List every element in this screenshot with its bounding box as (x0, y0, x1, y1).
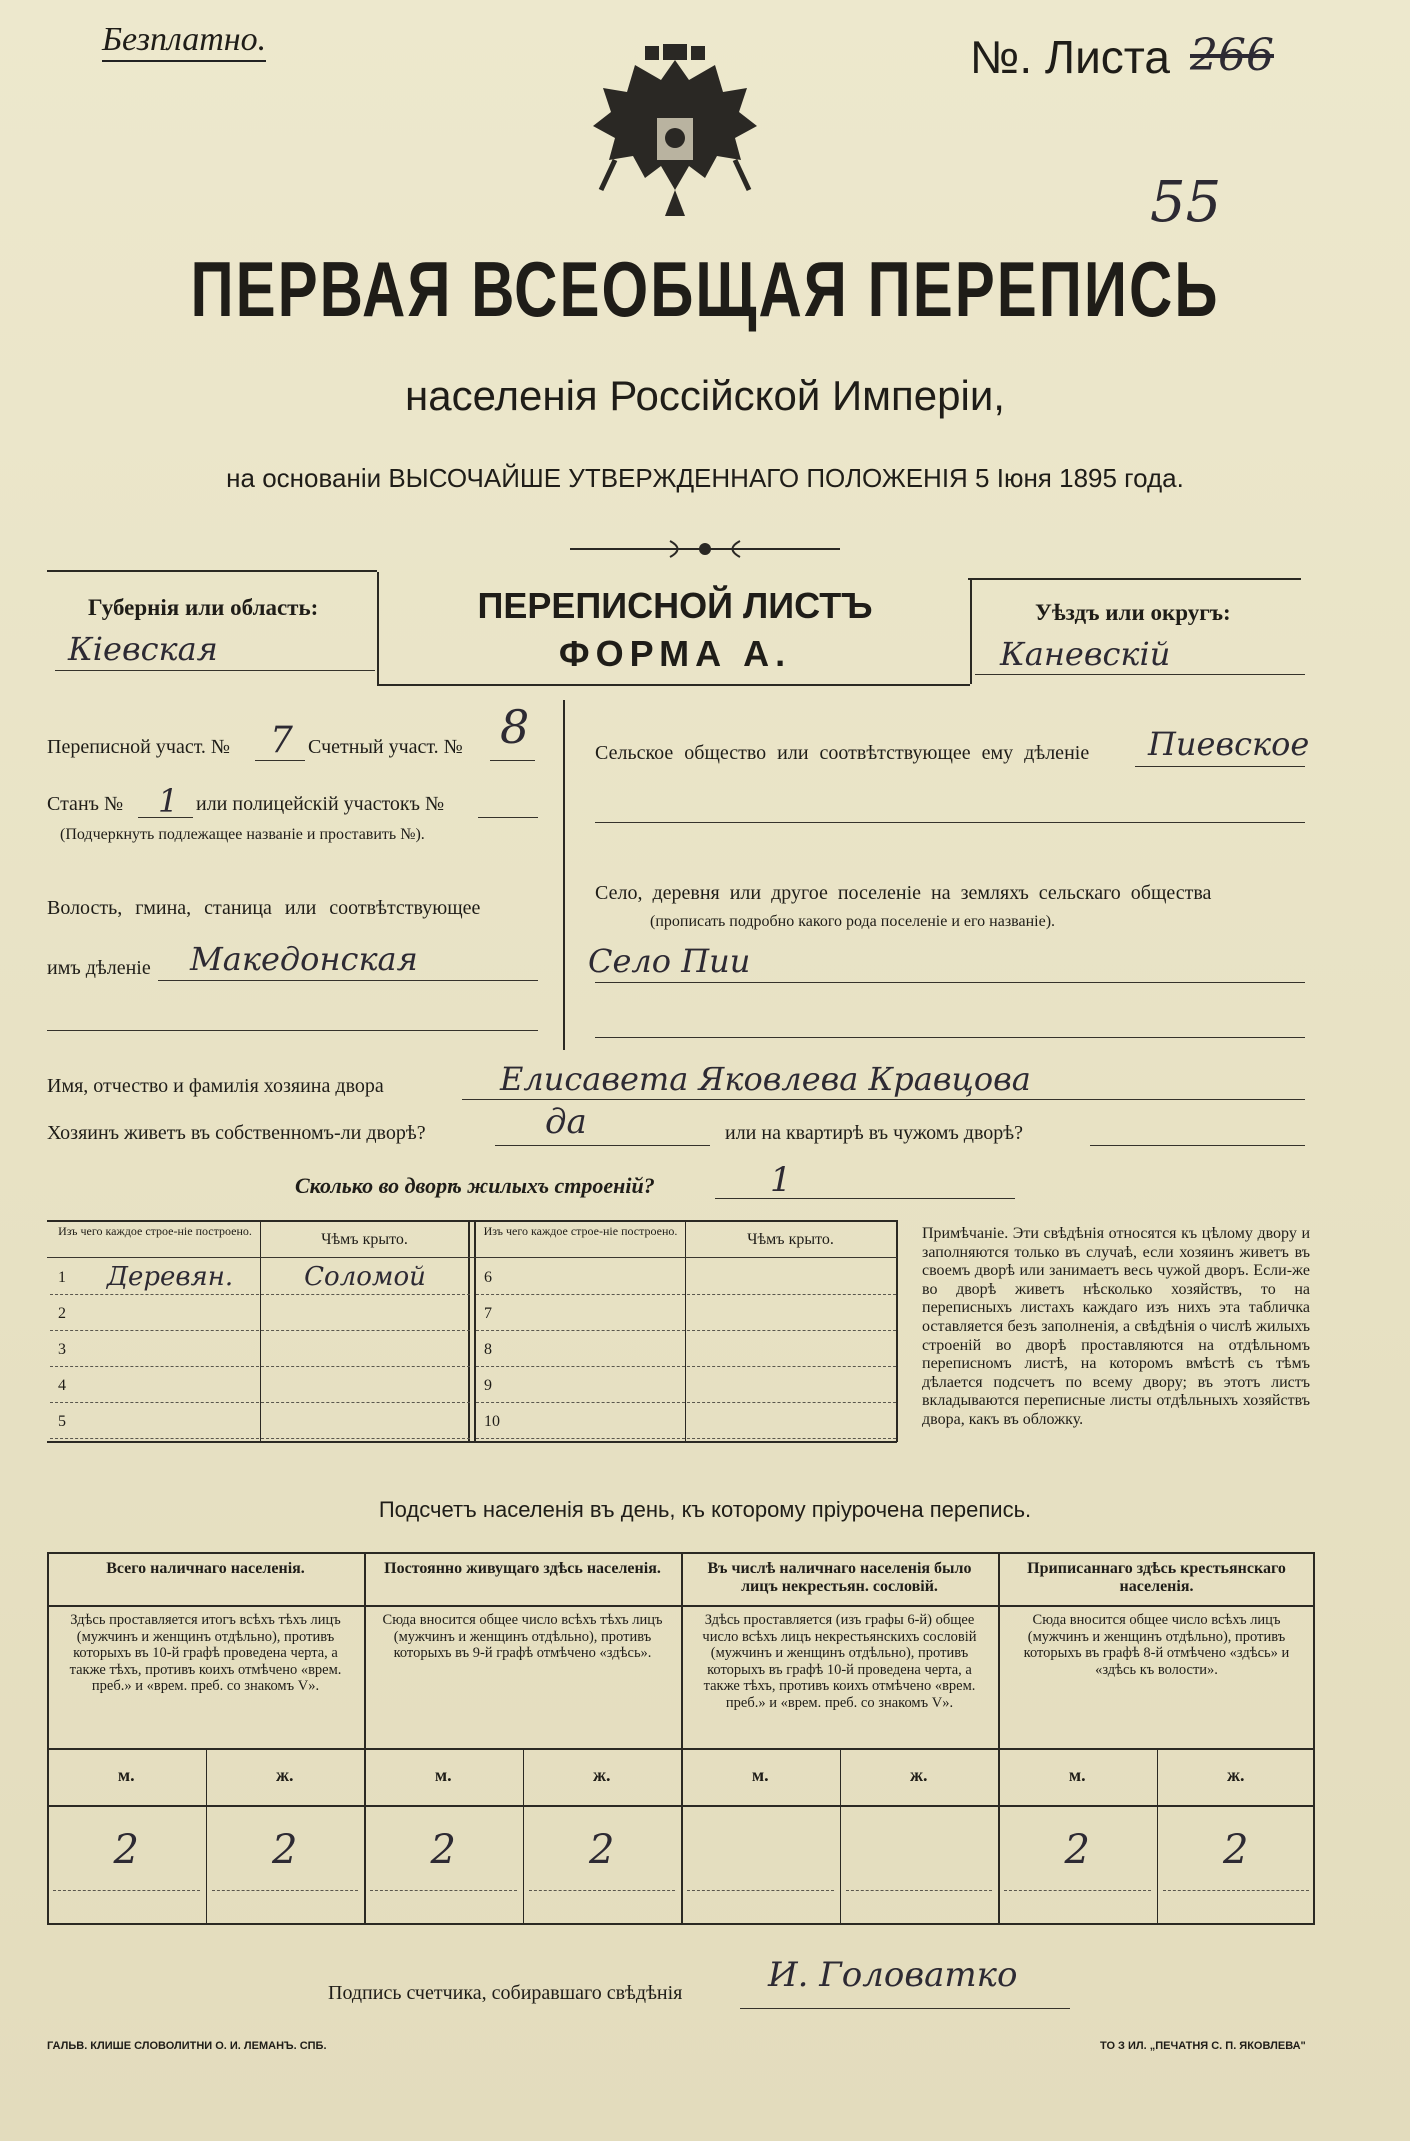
row-rule (476, 1366, 896, 1367)
volost-value: Македонская (190, 940, 418, 978)
census-unit-value: 7 (270, 720, 293, 761)
owner-name-label: Имя, отчество и фамилія хозяина двора (47, 1075, 384, 1097)
volost-label-2: имъ дѣленіе (47, 957, 151, 979)
buildings-count-label: Сколько во дворѣ жилыхъ строеній? (295, 1173, 655, 1198)
count-group-desc: Здѣсь проставляется (изъ графы 6-й) общее число всѣхъ лицъ некрестьянскихъ сословій (мужчинъ и женщинъ отдѣльно), противъ которыхъ въ графѣ 10-й проведена черта, а также тѣхъ, противъ коихъ отмѣчено «врем. преб.» и «врем. преб. со знакомъ V». (702, 1612, 977, 1711)
row-number: 1 (58, 1269, 66, 1286)
row-number: 4 (58, 1377, 66, 1394)
buildings-table-mid-double (468, 1220, 470, 1442)
signature-line (740, 2008, 1070, 2009)
buildings-table-top (47, 1220, 897, 1222)
count-rule (846, 1890, 993, 1891)
village-line-2 (595, 1037, 1305, 1038)
row-roof: Соломой (304, 1262, 426, 1292)
col-roof-header-right: Чѣмъ крыто. (747, 1231, 834, 1248)
footer-right: ТО З ИЛ. „ПЕЧАТНЯ С. П. ЯКОВЛЕВА" (1100, 2040, 1306, 2052)
buildings-table-mid-double-2 (474, 1220, 476, 1442)
row-number: 9 (484, 1377, 492, 1394)
title-sub: населенія Россійской Имперіи, (405, 372, 1005, 419)
village-note: (прописать подробно какого рода поселеніе и его названіе). (650, 913, 1056, 930)
count-unit-value: 8 (500, 700, 530, 754)
society-line-2 (595, 822, 1305, 823)
society-value: Пиевское (1148, 725, 1310, 763)
volost-line (158, 980, 538, 981)
fields-divider (563, 700, 565, 1050)
signature-label: Подпись счетчика, собиравшаго свѣдѣнія (328, 1982, 683, 2004)
row-number: 8 (484, 1341, 492, 1358)
row-rule (50, 1330, 470, 1331)
count-group-desc: Здѣсь проставляется итогъ всѣхъ тѣхъ лицъ (мужчинъ и женщинъ отдѣльно), противъ которыхъ въ 10-й графѣ проведена черта, а также тѣхъ, противъ коихъ отмѣчено «врем. преб.» и «врем. преб. со знакомъ V». (69, 1612, 342, 1695)
province-label: Губернія или область: (88, 595, 319, 620)
header-band-top-line-right (968, 578, 1301, 580)
count-group-head: Въ числѣ наличнаго населенія было лицъ некрестьян. сословій. (707, 1560, 972, 1595)
own-yard-line (495, 1145, 710, 1146)
row-number: 3 (58, 1341, 66, 1358)
male-count: 2 (113, 1827, 139, 1873)
buildings-table-col-left (260, 1220, 261, 1442)
buildings-table-col-right (685, 1220, 686, 1442)
row-number: 6 (484, 1269, 492, 1286)
header-band-bottom-line (377, 684, 970, 686)
sheet-number-value: 266 (1190, 30, 1274, 81)
female-count: 2 (589, 1827, 615, 1873)
male-label: м. (117, 1765, 135, 1785)
remark-text: Примѣчаніе. Эти свѣдѣнія относятся къ цѣлому двору и заполняются только въ случаѣ, если хозяинъ живетъ въ своемъ дворѣ или занимаетъ весь чужой дворъ. Если-же во дворѣ живетъ нѣсколько хозяйствъ, то на переписныхъ листахъ каждаго изъ нихъ эта табличка оставляется безъ заполненія, а свѣдѣнія о числѣ жилыхъ строеній во дворѣ проставляются на отдѣльномъ переписномъ листѣ, на которомъ вмѣстѣ съ тѣмъ дѣлается подсчетъ по всему двору; въ этотъ листъ вкладываются переписные листы отдѣльныхъ хозяйствъ двора, какъ въ обложку. (922, 1225, 1310, 1428)
header-band-divider-right (970, 580, 972, 684)
header-band-divider-left (377, 572, 379, 684)
female-count: 2 (272, 1827, 298, 1873)
female-label: ж. (909, 1765, 928, 1785)
buildings-count-line (715, 1198, 1015, 1199)
male-label: м. (434, 1765, 452, 1785)
camp-note: (Подчеркнуть подлежащее названіе и проставить №). (60, 826, 425, 843)
count-group-head: Приписаннаго здѣсь крестьянскаго населенія. (1027, 1560, 1286, 1595)
province-line (55, 670, 375, 671)
count-unit-line (490, 760, 535, 761)
coat-of-arms-eagle-icon (575, 30, 775, 230)
row-rule (476, 1294, 896, 1295)
row-rule (476, 1402, 896, 1403)
own-yard-value: да (545, 1102, 587, 1142)
district-label: Уѣздъ или округъ: (1035, 600, 1231, 625)
camp-label: Станъ № (47, 793, 124, 815)
male-count: 2 (1064, 1827, 1090, 1873)
province-value: Кіевская (68, 630, 218, 668)
row-number: 10 (484, 1413, 500, 1430)
census-unit-label: Переписной участ. № (47, 736, 231, 758)
count-group-divider (681, 1552, 683, 1925)
count-title: Подсчетъ населенія въ день, къ которому пріурочена перепись. (378, 1497, 1032, 1522)
volost-label: Волость, гмина, станица или соотвѣтствующее (47, 897, 481, 919)
row-number: 2 (58, 1305, 66, 1322)
camp-value: 1 (158, 782, 179, 820)
volost-line-2 (47, 1030, 538, 1031)
district-value: Каневскій (1000, 635, 1171, 673)
count-group-head: Всего наличнаго населенія. (106, 1560, 305, 1577)
count-rule (370, 1890, 517, 1891)
rent-yard-line (1090, 1145, 1305, 1146)
female-label: ж. (592, 1765, 611, 1785)
village-label: Село, деревня или другое поселеніе на земляхъ сельскаго общества (595, 882, 1212, 904)
district-line (975, 674, 1305, 675)
row-rule (476, 1330, 896, 1331)
buildings-table-right (896, 1220, 898, 1442)
row-rule (50, 1402, 470, 1403)
form-title: ПЕРЕПИСНОЙ ЛИСТЪ (477, 585, 873, 626)
footer-left: ГАЛЬВ. КЛИШЕ СЛОВОЛИТНИ О. И. ЛЕМАНЪ. СПБ. (47, 2040, 327, 2052)
buildings-table-bottom (47, 1441, 897, 1443)
buildings-count-value: 1 (770, 1160, 792, 1200)
female-count: 2 (1223, 1827, 1249, 1873)
page-mark: 55 (1150, 170, 1222, 235)
owner-name-value: Елисавета Яковлева Кравцова (500, 1060, 1031, 1098)
row-rule (476, 1438, 896, 1439)
male-count: 2 (430, 1827, 456, 1873)
title-basis: на основаніи ВЫСОЧАЙШЕ УТВЕРЖДЕННАГО ПОЛОЖЕНІЯ 5 Іюня 1895 года. (226, 463, 1184, 493)
village-value: Село Пии (588, 942, 751, 980)
count-unit-label: Счетный участ. № (308, 736, 463, 758)
count-rule (687, 1890, 834, 1891)
buildings-table-header-line (47, 1257, 897, 1258)
police-label: или полицейскій участокъ № (196, 793, 445, 815)
male-label: м. (1068, 1765, 1086, 1785)
col-roof-header-left: Чѣмъ крыто. (321, 1231, 408, 1248)
count-group-desc: Сюда вносится общее число всѣхъ тѣхъ лицъ (мужчинъ и женщинъ отдѣльно), противъ которыхъ въ 9-й графѣ отмѣчено «здѣсь». (382, 1612, 663, 1662)
row-rule (50, 1438, 470, 1439)
row-number: 5 (58, 1413, 66, 1430)
female-label: ж. (1226, 1765, 1245, 1785)
title-main: ПЕРВАЯ ВСЕОБЩАЯ ПЕРЕПИСЬ (190, 245, 1220, 334)
sheet-number-label: №. Листа (970, 31, 1170, 83)
count-rule (1004, 1890, 1151, 1891)
col-material-header-left: Изъ чего каждое строе-ніе построено. (58, 1224, 252, 1238)
society-line (1135, 766, 1305, 767)
free-label: Безплатно. (102, 20, 266, 62)
male-label: м. (751, 1765, 769, 1785)
owner-name-line (462, 1099, 1305, 1100)
society-label: Сельское общество или соотвѣтствующее ему дѣленіе (595, 742, 1090, 764)
rent-yard-label: или на квартирѣ въ чужомъ дворѣ? (725, 1122, 1024, 1144)
count-group-desc: Сюда вносится общее число всѣхъ лицъ (мужчинъ и женщинъ отдѣльно), противъ которыхъ въ графѣ 8-й отмѣчено «здѣсь» и «здѣсь къ волости». (1023, 1612, 1290, 1678)
count-rule (53, 1890, 200, 1891)
signature-value: И. Головатко (768, 1955, 1018, 1995)
female-label: ж. (275, 1765, 294, 1785)
row-rule (50, 1366, 470, 1367)
row-rule (50, 1294, 470, 1295)
police-line (478, 817, 538, 818)
col-material-header-right: Изъ чего каждое строе-ніе построено. (483, 1224, 678, 1238)
census-unit-line (255, 760, 305, 761)
own-yard-label: Хозяинъ живетъ въ собственномъ-ли дворѣ? (47, 1122, 426, 1144)
ornament-divider (570, 535, 840, 563)
count-rule (1163, 1890, 1310, 1891)
village-line (595, 982, 1305, 983)
header-band-top-line (47, 570, 377, 572)
row-material: Деревян. (106, 1262, 234, 1292)
camp-line (138, 817, 193, 818)
row-number: 7 (484, 1305, 492, 1322)
count-group-head: Постоянно живущаго здѣсь населенія. (384, 1560, 661, 1577)
form-type: ФОРМА А. (558, 633, 792, 674)
count-rule (529, 1890, 676, 1891)
count-rule (212, 1890, 359, 1891)
